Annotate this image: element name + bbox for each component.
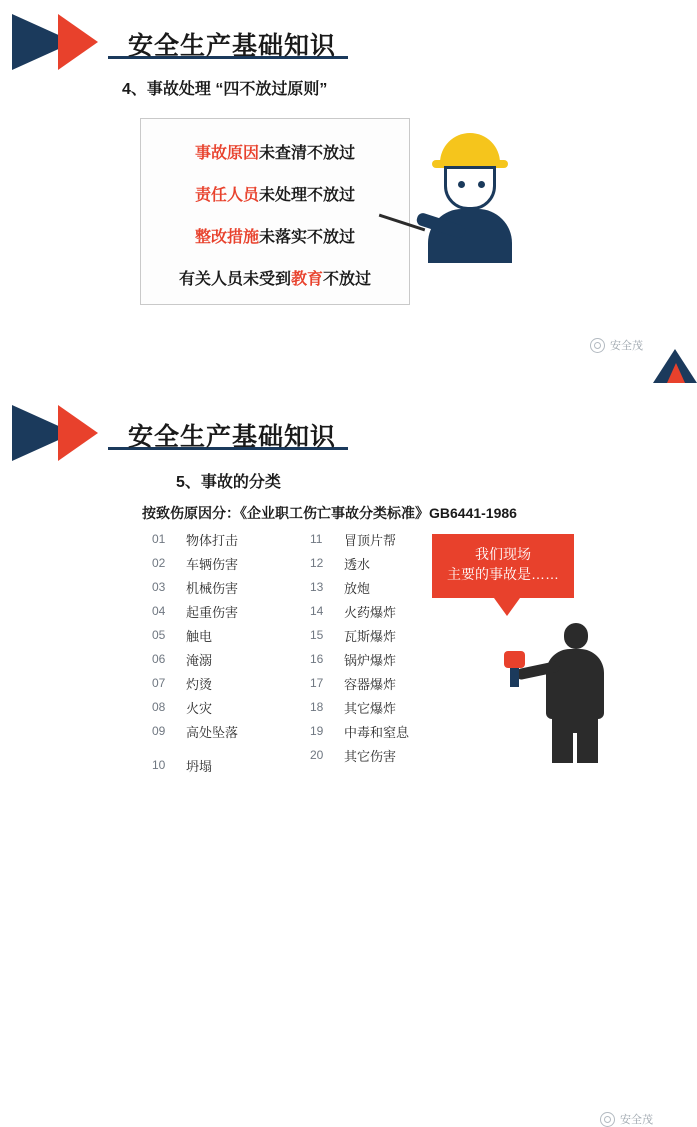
list-item-number: 07	[152, 676, 166, 690]
list-item	[310, 647, 409, 671]
principle-rest: 未查清不放过	[259, 145, 356, 162]
brand-logo	[12, 14, 120, 70]
logo-red-triangle	[58, 405, 98, 461]
helmet-icon	[440, 133, 500, 163]
slide-safety-principles	[0, 0, 697, 387]
worker-eye-left	[458, 181, 465, 188]
principle-prefix: 有关人员未受到	[178, 271, 291, 288]
list-item-label: 透水	[344, 556, 371, 572]
watermark-label: 安全茂	[620, 1114, 653, 1126]
list-item-label: 触电	[186, 628, 213, 644]
principle-highlight: 整改措施	[194, 229, 259, 246]
list-item	[310, 671, 409, 695]
list-item-label: 中毒和窒息	[344, 724, 410, 740]
list-item	[310, 551, 409, 575]
reporter-illustration	[500, 623, 630, 763]
list-item	[152, 719, 238, 743]
list-item-number: 16	[310, 652, 324, 666]
list-item-number: 09	[152, 724, 166, 738]
list-item	[152, 753, 238, 777]
list-item-label: 机械伤害	[186, 580, 239, 596]
list-item-label: 火药爆炸	[344, 604, 397, 620]
list-item-number: 18	[310, 700, 324, 714]
microphone-handle	[510, 665, 519, 687]
section-subtitle: 5、事故的分类	[176, 474, 281, 491]
principle-rest: 未处理不放过	[259, 187, 356, 204]
list-item-number: 19	[310, 724, 324, 738]
list-item	[310, 599, 409, 623]
microphone-icon	[504, 651, 525, 668]
list-item	[310, 575, 409, 599]
principle-highlight: 责任人员	[194, 187, 259, 204]
list-item-label: 坍塌	[186, 758, 213, 774]
accident-list-left	[152, 527, 238, 777]
list-item-label: 其它伤害	[344, 748, 397, 764]
accident-list-right	[310, 527, 409, 767]
principle-row	[141, 224, 409, 247]
list-item-label: 灼烫	[186, 676, 213, 692]
list-item-label: 淹溺	[186, 652, 213, 668]
callout-line-2: 主要的事故是……	[447, 566, 559, 582]
list-item-label: 其它爆炸	[344, 700, 397, 716]
principle-row	[141, 182, 409, 205]
watermark-triangle-inner	[667, 363, 685, 383]
principle-highlight: 教育	[290, 271, 323, 288]
principle-rest: 不放过	[323, 271, 372, 288]
list-item-number: 05	[152, 628, 166, 642]
list-item-number: 10	[152, 758, 166, 772]
list-item-label: 物体打击	[186, 532, 239, 548]
worker-illustration	[414, 133, 534, 263]
brand-logo	[12, 405, 120, 461]
principle-row	[141, 140, 409, 163]
watermark-triangle-icon	[653, 349, 697, 383]
list-item-number: 01	[152, 532, 166, 546]
page-title: 安全生产基础知识	[128, 423, 337, 451]
list-item-label: 容器爆炸	[344, 676, 397, 692]
list-item-number: 17	[310, 676, 324, 690]
list-item-number: 20	[310, 748, 324, 762]
list-item-number: 03	[152, 580, 166, 594]
list-item	[152, 647, 238, 671]
principle-row	[141, 266, 409, 289]
list-item	[152, 527, 238, 551]
wechat-circle-icon	[590, 338, 605, 353]
logo-red-triangle	[58, 14, 98, 70]
wechat-circle-icon	[600, 1112, 615, 1127]
list-item-number: 13	[310, 580, 324, 594]
list-item-label: 瓦斯爆炸	[344, 628, 397, 644]
list-item-number: 15	[310, 628, 324, 642]
reporter-head	[564, 623, 588, 649]
page-title: 安全生产基础知识	[128, 32, 337, 60]
list-item-number: 11	[310, 532, 323, 546]
list-item	[152, 551, 238, 575]
list-item	[310, 695, 409, 719]
list-item	[152, 599, 238, 623]
list-item	[310, 527, 409, 551]
principle-highlight: 事故原因	[194, 145, 259, 162]
list-item-label: 锅炉爆炸	[344, 652, 397, 668]
list-item-number: 12	[310, 556, 324, 570]
reporter-body	[546, 649, 604, 719]
list-item	[310, 743, 409, 767]
principles-box	[140, 118, 410, 305]
list-item-label: 放炮	[344, 580, 371, 596]
list-item	[310, 623, 409, 647]
list-item	[310, 719, 409, 743]
callout-line-1: 我们现场	[475, 546, 531, 562]
worker-eye-right	[478, 181, 485, 188]
list-item	[152, 623, 238, 647]
list-item-label: 高处坠落	[186, 724, 239, 740]
list-item-label: 起重伤害	[186, 604, 239, 620]
watermark	[600, 1111, 653, 1127]
slide-accident-classification	[0, 387, 697, 1126]
principle-rest: 未落实不放过	[259, 229, 356, 246]
section-subtitle: 4、事故处理 “四不放过原则”	[122, 81, 328, 98]
standard-reference: 按致伤原因分：《企业职工伤亡事故分类标准》GB6441-1986	[142, 505, 517, 521]
list-item	[152, 695, 238, 719]
list-item	[152, 575, 238, 599]
watermark	[590, 337, 643, 353]
list-item-label: 车辆伤害	[186, 556, 239, 572]
list-item-label: 火灾	[186, 700, 213, 716]
list-item-number: 04	[152, 604, 166, 618]
list-item-number: 02	[152, 556, 166, 570]
reporter-leg-gap	[573, 733, 577, 763]
list-item-number: 08	[152, 700, 166, 714]
speech-callout	[432, 534, 574, 598]
callout-tail	[494, 598, 520, 616]
worker-body	[428, 209, 512, 263]
watermark-label: 安全茂	[610, 340, 643, 352]
list-item-number: 06	[152, 652, 166, 666]
worker-head	[444, 166, 496, 210]
list-item	[152, 671, 238, 695]
list-item-number: 14	[310, 604, 324, 618]
list-item-label: 冒顶片帮	[344, 532, 397, 548]
